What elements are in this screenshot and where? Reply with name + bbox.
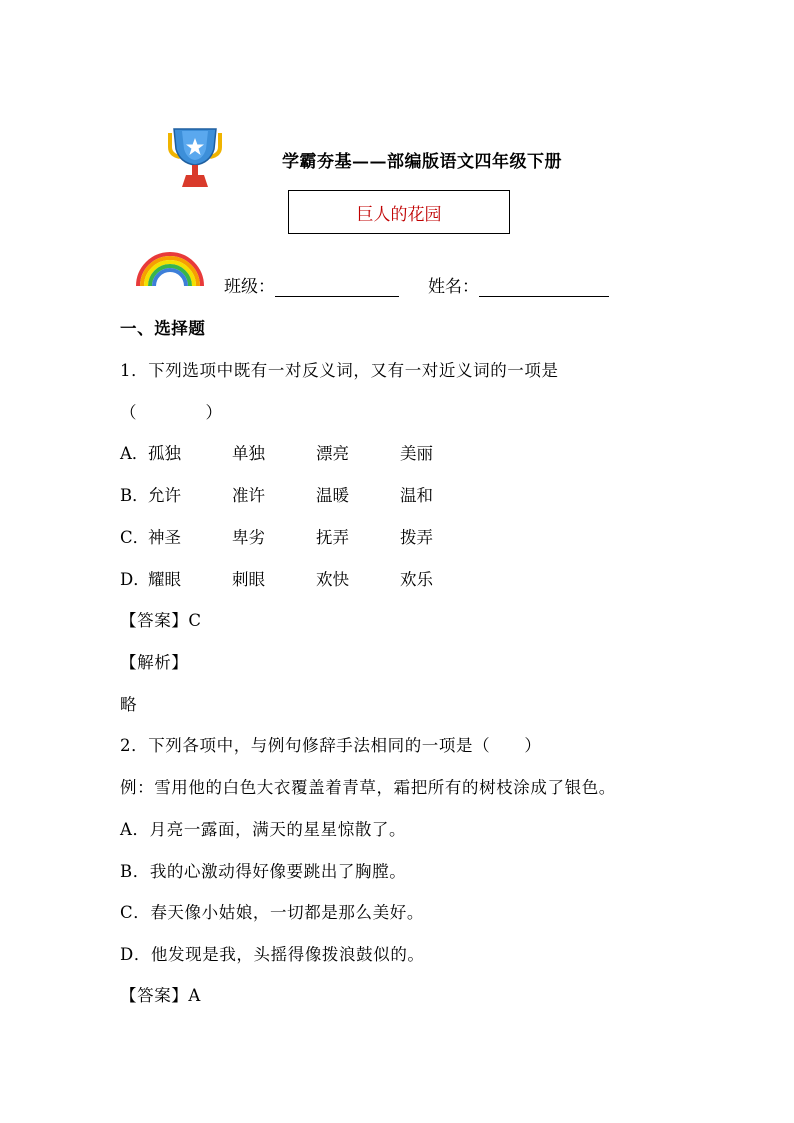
option-word: 温和 [400,486,433,505]
class-field [224,272,399,297]
trophy-icon [164,127,226,189]
class-label: 班级： [224,277,275,297]
q1-stem: 1．下列选项中既有一对反义词，又有一对近义词的一项是 [120,361,559,380]
q1-analysis: 略 [120,695,138,714]
name-label: 姓名： [428,277,479,297]
option-word: 准许 [232,486,265,505]
option-word: 拨弄 [400,528,433,547]
option-letter: C． [120,528,150,547]
name-input-line[interactable] [479,278,609,297]
q1-answer: 【答案】C [120,611,202,630]
option-word: 抚弄 [316,528,349,547]
header-title: 学霸夯基——部编版语文四年级下册 [282,152,562,172]
class-input-line[interactable] [275,278,399,297]
q1-answer-paren: （ ） [120,403,223,422]
section-heading: 一、选择题 [120,319,206,338]
option-word: 允许 [148,486,181,505]
q1-analysis-label: 【解析】 [120,653,189,672]
option-letter: D． [120,570,150,589]
option-word: 温暖 [316,486,349,505]
option-word: 欢快 [316,570,349,589]
option-word: 卑劣 [232,528,265,547]
q2-option-b: B．我的心激动得好像要跳出了胸膛。 [120,862,407,881]
q2-option-d: D．他发现是我，头摇得像拨浪鼓似的。 [120,945,425,964]
q1-option-a [120,440,520,463]
q1-option-d [120,566,520,589]
option-word: 单独 [232,444,265,463]
option-word: 孤独 [148,444,181,463]
q1-option-c [120,524,520,547]
option-letter: A． [120,444,149,463]
q2-option-c: C．春天像小姑娘，一切都是那么美好。 [120,903,424,922]
option-word: 刺眼 [232,570,265,589]
q1-option-b [120,482,520,505]
q2-example: 例：雪用他的白色大衣覆盖着青草，霜把所有的树枝涂成了银色。 [120,778,616,797]
q2-stem: 2．下列各项中，与例句修辞手法相同的一项是（ ） [120,736,542,755]
option-word: 神圣 [148,528,181,547]
lesson-title-box [288,190,510,234]
option-word: 耀眼 [148,570,181,589]
name-field [428,272,609,297]
q2-option-a: A．月亮一露面，满天的星星惊散了。 [120,820,407,839]
lesson-title: 巨人的花园 [356,204,442,225]
option-word: 欢乐 [400,570,433,589]
q2-answer: 【答案】A [120,986,201,1005]
rainbow-icon [134,248,206,286]
option-letter: B． [120,486,149,505]
option-word: 漂亮 [316,444,349,463]
option-word: 美丽 [400,444,433,463]
